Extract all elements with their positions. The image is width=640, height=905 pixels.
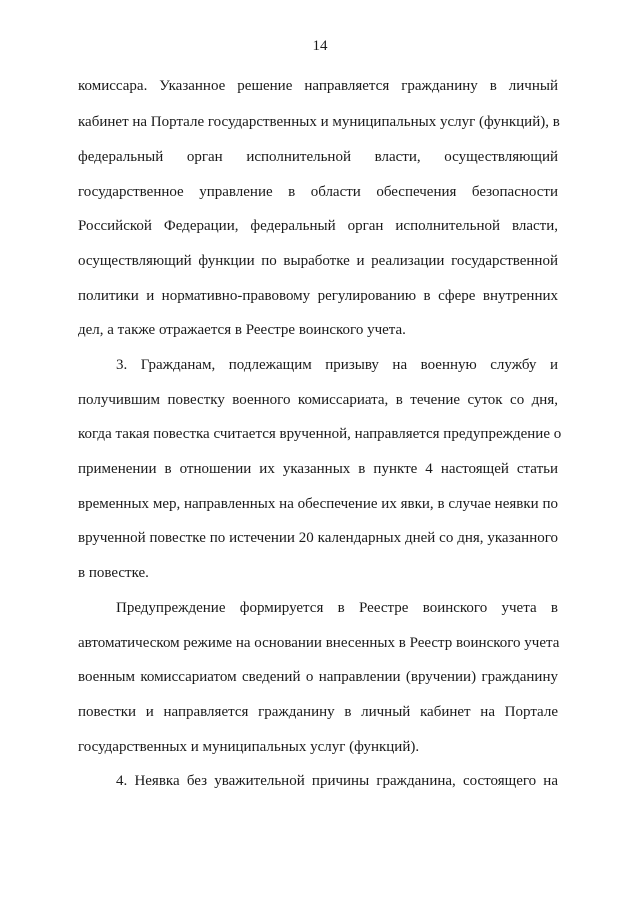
text-line: осуществляющий функции по выработке и реализации государственной bbox=[78, 253, 558, 269]
text-line: Российской Федерации, федеральный орган исполнительной власти, bbox=[78, 218, 558, 234]
text-line: политики и нормативно-правовому регулированию в сфере внутренних bbox=[78, 288, 558, 304]
text-line: государственное управление в области обеспечения безопасности bbox=[78, 184, 558, 200]
text-line: автоматическом режиме на основании внесенных в Реестр воинского учета bbox=[78, 635, 560, 651]
page-number: 14 bbox=[312, 38, 328, 54]
text-line: применении в отношении их указанных в пункте 4 настоящей статьи bbox=[78, 461, 558, 477]
text-line: 4. Неявка без уважительной причины гражданина, состоящего на bbox=[116, 773, 558, 789]
text-line: когда такая повестка считается врученной, направляется предупреждение о bbox=[78, 426, 562, 442]
text-line: Предупреждение формируется в Реестре воинского учета в bbox=[116, 600, 558, 616]
text-line: получившим повестку военного комиссариата, в течение суток со дня, bbox=[78, 392, 558, 408]
text-line: дел, а также отражается в Реестре воинского учета. bbox=[78, 322, 406, 338]
text-line: комиссара. Указанное решение направляется гражданину в личный bbox=[78, 78, 558, 94]
text-line: кабинет на Портале государственных и муниципальных услуг (функций), в bbox=[78, 114, 560, 130]
text-line: временных мер, направленных на обеспечение их явки, в случае неявки по bbox=[78, 496, 558, 512]
text-line: повестки и направляется гражданину в личный кабинет на Портале bbox=[78, 704, 558, 720]
text-line: федеральный орган исполнительной власти, осуществляющий bbox=[78, 149, 558, 165]
text-line: государственных и муниципальных услуг (функций). bbox=[78, 739, 420, 755]
text-line: 3. Гражданам, подлежащим призыву на военную службу и bbox=[116, 357, 558, 373]
text-line: врученной повестке по истечении 20 календарных дней со дня, указанного bbox=[78, 530, 558, 546]
text-line: военным комиссариатом сведений о направлении (вручении) гражданину bbox=[78, 669, 558, 685]
text-line: в повестке. bbox=[78, 565, 149, 581]
